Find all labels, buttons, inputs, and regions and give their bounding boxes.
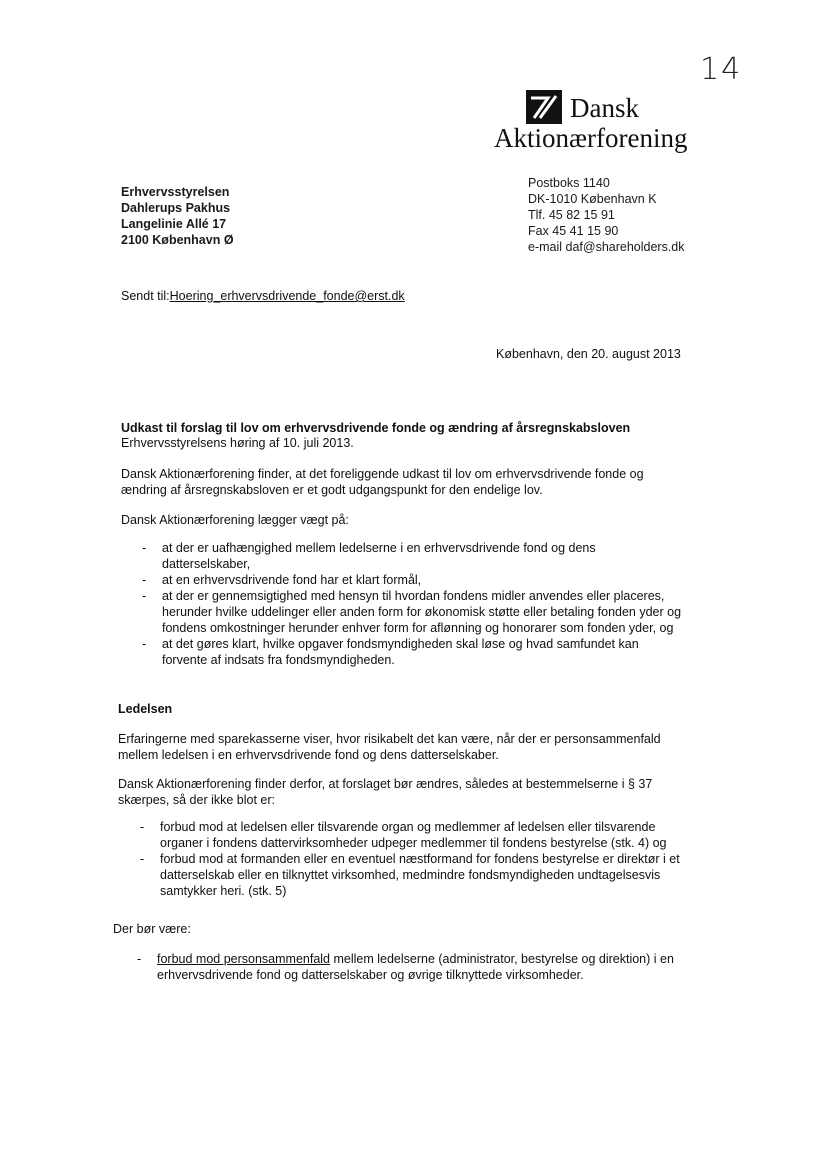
list-item — [140, 819, 680, 851]
sender-address — [528, 175, 685, 255]
recipient-address — [121, 184, 234, 248]
logo — [494, 90, 696, 160]
list-item-text: at der er uafhængighed mellem ledelserne i en erhvervsdrivende fond og dens datterselskaber, — [162, 541, 596, 571]
list-item-emphasis: forbud mod personsammenfald — [157, 952, 331, 966]
recipient-line: Langelinie Allé 17 — [121, 217, 227, 231]
list-item — [142, 636, 682, 668]
dash-bullet: - — [142, 637, 147, 651]
paragraph: Erfaringerne med sparekasserne viser, hvor risikabelt det kan være, når der er personsammenfald mellem ledelsen i en erhvervsdrivende fond og dens datterselskaber. — [118, 732, 661, 762]
paragraph: Dansk Aktionærforening finder, at det foreliggende udkast til lov om erhvervsdrivende fonde og ændring af årsregnskabsloven er et godt udgangspunkt for den endelige lov. — [121, 467, 644, 497]
sent-to-label: Sendt til: — [121, 289, 170, 303]
paragraph: Dansk Aktionærforening finder derfor, at forslaget bør ændres, således at bestemmelserne i § 37 skærpes, så der ikke blot er: — [118, 777, 653, 807]
sender-line: DK-1010 København K — [528, 192, 657, 206]
list-item-text: at det gøres klart, hvilke opgaver fondsmyndigheden skal løse og hvad samfundet kan forvente af indsats fra fondsmyndigheden. — [162, 637, 639, 667]
recipient-line: Erhvervsstyrelsen — [121, 185, 230, 199]
list-item-text: at en erhvervsdrivende fond har et klart formål, — [162, 573, 422, 587]
bullet-list — [137, 951, 677, 983]
logo-line1: Dansk — [570, 93, 639, 123]
bullet-list — [142, 540, 682, 668]
sender-line: Postboks 1140 — [528, 176, 610, 190]
bullet-list — [140, 819, 680, 899]
paragraph: Dansk Aktionærforening lægger vægt på: — [121, 513, 349, 527]
dash-bullet: - — [140, 852, 145, 866]
list-item — [140, 851, 680, 899]
subject-subline: Erhvervsstyrelsens høring af 10. juli 2013. — [121, 436, 354, 450]
page-number: 14 — [700, 52, 743, 87]
dash-bullet: - — [142, 589, 147, 603]
recipient-line: 2100 København Ø — [121, 233, 234, 247]
list-item — [142, 572, 682, 588]
sent-to — [121, 288, 405, 304]
sender-line: Tlf. 45 82 15 91 — [528, 208, 615, 222]
list-item-text: forbud mod at formanden eller en eventuel næstformand for fondens bestyrelse er direktør i et datterselskab eller en tilknyttet virksomhed, medmindre fondsmyndigheden undtagelsesvis samtykker heri. (stk. 5) — [160, 852, 680, 898]
subject-heading: Udkast til forslag til lov om erhvervsdrivende fonde og ændring af årsregnskabsloven — [121, 421, 631, 435]
sender-line: e-mail daf@shareholders.dk — [528, 240, 685, 254]
list-item-text: mellem ledelserne (administrator, bestyrelse og direktion) i en erhvervsdrivende fond og datterselskaber og øvrige tilknyttede virksomheder. — [157, 952, 674, 982]
list-item — [137, 951, 677, 983]
logo-mark-icon — [526, 90, 562, 124]
recipient-line: Dahlerups Pakhus — [121, 201, 231, 215]
list-item-text: forbud mod at ledelsen eller tilsvarende organ og medlemmer af ledelsen eller tilsvarende organer i fondens dattervirksomheder udpeger medlemmer til fondens bestyrelse (stk. 4) og — [160, 820, 667, 850]
logo-line2: Aktionærforening — [494, 123, 688, 153]
dash-bullet: - — [137, 952, 142, 966]
dash-bullet: - — [142, 541, 147, 555]
list-item-text: at der er gennemsigtighed med hensyn til hvordan fondens midler anvendes eller placeres, herunder hvilke uddelinger eller anden form for økonomisk støtte eller betaling fonden yder og fondens omkostninger herunder enhver form for aflønning og honorarer som fonden yder, og — [162, 589, 682, 635]
sender-line: Fax 45 41 15 90 — [528, 224, 619, 238]
list-item — [142, 540, 682, 572]
list-item — [142, 588, 682, 636]
dash-bullet: - — [142, 573, 147, 587]
paragraph: Der bør være: — [113, 922, 191, 936]
dash-bullet: - — [140, 820, 145, 834]
section-heading: Ledelsen — [118, 702, 173, 716]
sent-to-email-link[interactable]: Hoering_erhvervsdrivende_fonde@erst.dk — [169, 289, 405, 303]
date-line: København, den 20. august 2013 — [496, 347, 681, 361]
